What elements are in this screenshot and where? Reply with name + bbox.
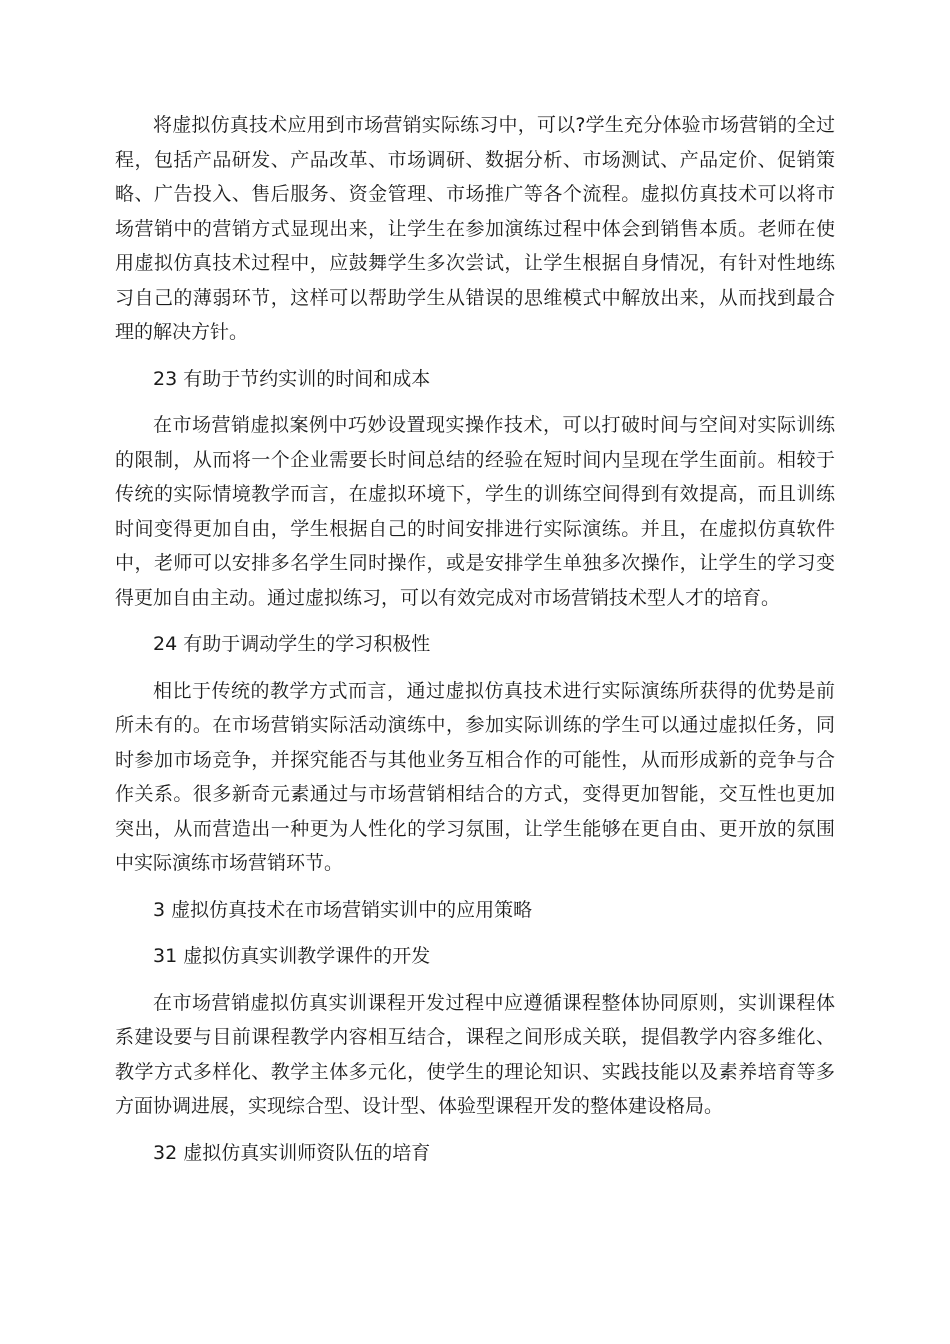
heading-3-2: 32 虚拟仿真实训师资队伍的培育: [153, 1141, 431, 1164]
heading-3-1: 31 虚拟仿真实训教学课件的开发: [153, 945, 431, 967]
paragraph-courseware-development: 在市场营销虚拟仿真实训课程开发过程中应遵循课程整体协同原则，实训课程体系建设要与目前课程教学内容相互结合，课程之间形成关联，提倡教学内容多维化、教学方式多样化、教学主体多元化，使学生的理论知识、实践技能以及素养培育等多方面协调进展，实现综合型、设计型、体验型课程开发的整体建设格局。: [115, 991, 835, 1117]
heading-2-4: 24 有助于调动学生的学习积极性: [153, 633, 431, 655]
document-body: [115, 108, 835, 1170]
heading-3: 3 虚拟仿真技术在市场营销实训中的应用策略: [153, 898, 533, 921]
paragraph-save-time-cost: 在市场营销虚拟案例中巧妙设置现实操作技术，可以打破时间与空间对实际训练的限制，从而将一个企业需要长时间总结的经验在短时间内呈现在学生面前。相较于传统的实际情境教学而言，在虚拟环境下，学生的训练空间得到有效提高，而且训练时间变得更加自由，学生根据自己的时间安排进行实际演练。并且，在虚拟仿真软件中，老师可以安排多名学生同时操作，或是安排学生单独多次操作，让学生的学习变得更加自由主动。通过虚拟练习，可以有效完成对市场营销技术型人才的培育。: [115, 414, 835, 609]
paragraph-student-motivation: 相比于传统的教学方式而言，通过虚拟仿真技术进行实际演练所获得的优势是前所未有的。在市场营销实际活动演练中，参加实际训练的学生可以通过虚拟任务，同时参加市场竞争，并探究能否与其他业务互相合作的可能性，从而形成新的竞争与合作关系。很多新奇元素通过与市场营销相结合的方式，变得更加智能，交互性也更加突出，从而营造出一种更为人性化的学习氛围，让学生能够在更自由、更开放的氛围中实际演练市场营销环节。: [115, 679, 835, 874]
heading-2-3: 23 有助于节约实训的时间和成本: [153, 367, 431, 390]
paragraph-virtual-simulation-experience: 将虚拟仿真技术应用到市场营销实际练习中，可以?学生充分体验市场营销的全过程，包括产品研发、产品改革、市场调研、数据分析、市场测试、产品定价、促销策略、广告投入、售后服务、资金管理、市场推广等各个流程。虚拟仿真技术可以将市场营销中的营销方式显现出来，让学生在参加演练过程中体会到销售本质。老师在使用虚拟仿真技术过程中，应鼓舞学生多次尝试，让学生根据自身情况，有针对性地练习自己的薄弱环节，这样可以帮助学生从错误的思维模式中解放出来，从而找到最合理的解决方针。: [115, 114, 835, 343]
